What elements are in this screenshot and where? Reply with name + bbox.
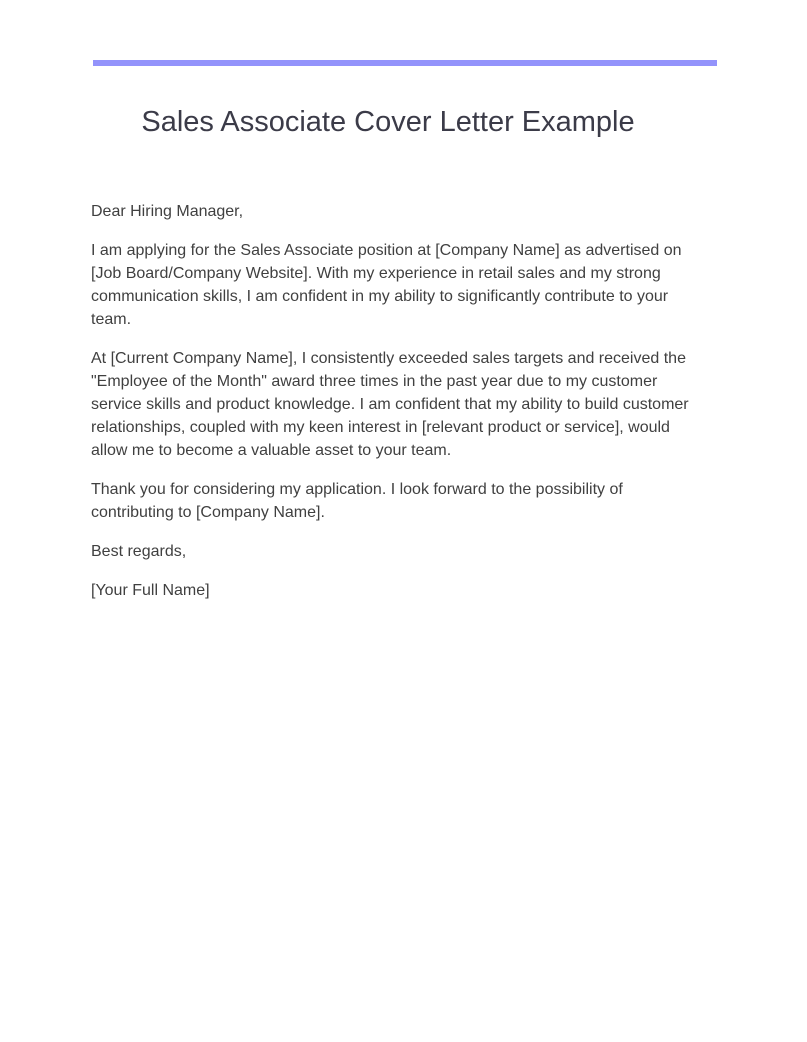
- signature: [Your Full Name]: [91, 582, 210, 599]
- accent-bar: [93, 60, 717, 66]
- closing: Best regards,: [91, 543, 187, 560]
- paragraph-thanks: Thank you for considering my application. I look forward to the possibility of contributing to [Company Name].: [91, 481, 623, 521]
- salutation: Dear Hiring Manager,: [91, 203, 244, 220]
- paragraph-experience: At [Current Company Name], I consistently exceeded sales targets and received the "Employee of the Month" award three times in the past year due to my customer service skills and product knowledge. I am confident that my ability to build customer relationships, coupled with my keen interest in [relevant product or service], would allow me to become a valuable asset to your team.: [91, 350, 689, 459]
- paragraph-intro: I am applying for the Sales Associate position at [Company Name] as advertised on [Job Board/Company Website]. With my experience in retail sales and my strong communication skills, I am confident in my ability to significantly contribute to your team.: [91, 242, 682, 328]
- document-title: Sales Associate Cover Letter Example: [141, 106, 635, 138]
- letter-body: [91, 200, 701, 618]
